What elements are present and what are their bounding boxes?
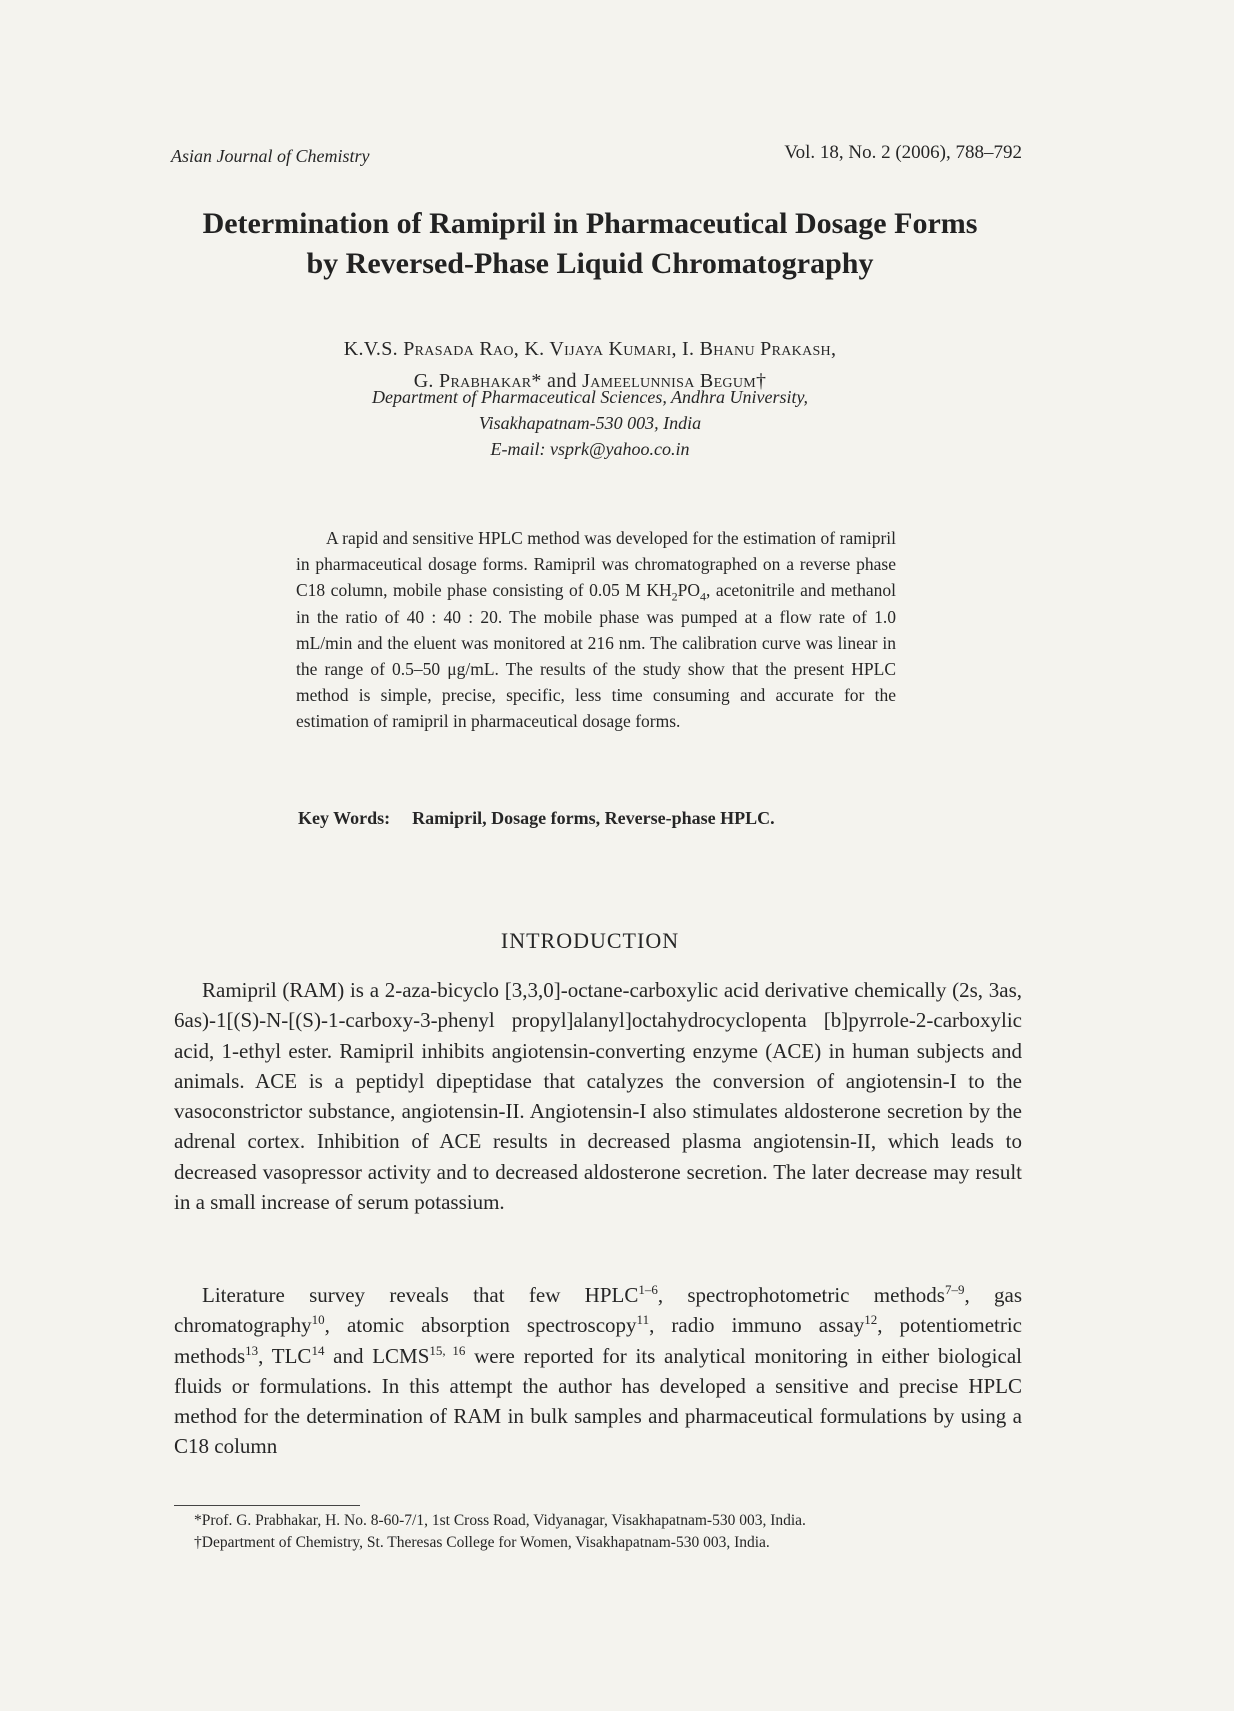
author-prabhakar: G. Prabhakar* — [413, 370, 542, 392]
section-heading-introduction: INTRODUCTION — [500, 928, 680, 953]
affiliation-line-2: Visakhapatnam-530 003, India — [478, 413, 702, 433]
abstract-part-2: PO — [677, 580, 700, 601]
keywords-text: Ramipril, Dosage forms, Reverse-phase HPLC. — [412, 808, 775, 828]
paper-title — [140, 204, 1040, 284]
footnote-1: *Prof. G. Prabhakar, H. No. 8-60-7/1, 1st Cross Road, Vidyanagar, Visakhapatnam-530 003, India. — [194, 1512, 806, 1529]
ref-sup: 11 — [636, 1312, 650, 1328]
p2-text-7: , TLC — [258, 1343, 312, 1368]
keywords — [298, 808, 775, 829]
ref-sup: 12 — [864, 1312, 878, 1328]
p2-text-6: , potentiometric methods — [174, 1313, 1022, 1368]
affiliation-line-1: Department of Pharmaceutical Sciences, Andhra University, — [371, 387, 809, 407]
p2-text-8: and LCMS — [324, 1343, 430, 1368]
volume-info: Vol. 18, No. 2 (2006), 788–792 — [784, 142, 1022, 163]
ref-sup: 14 — [311, 1342, 325, 1358]
author-begum: Jameelunnisa Begum† — [582, 370, 767, 392]
p2-text-4: , atomic absorption spectroscopy — [324, 1313, 637, 1338]
abstract-part-1: A rapid and sensitive HPLC method was developed for the estimation of ramipril in pharmaceutical dosage forms. Ramipril was chromatographed on a reverse phase C18 column, mobile phase consisting of 0.05 M KH — [296, 528, 896, 601]
p2-text-1: Literature survey reveals that few HPLC — [202, 1283, 639, 1307]
journal-name: Asian Journal of Chemistry — [171, 146, 370, 166]
ref-sup: 15, 16 — [429, 1342, 466, 1358]
abstract-sub-1: 2 — [671, 589, 678, 604]
footnote-divider — [174, 1505, 360, 1506]
authors-line-1: K.V.S. Prasada Rao, K. Vijaya Kumari, I. Bhanu Prakash, — [343, 338, 837, 360]
ref-sup: 10 — [311, 1312, 325, 1328]
ref-sup: 1–6 — [638, 1282, 658, 1297]
abstract — [296, 525, 896, 735]
abstract-sub-2: 4 — [699, 589, 706, 604]
title-line-2: by Reversed-Phase Liquid Chromatography — [306, 247, 874, 280]
affiliation — [190, 384, 990, 462]
intro-paragraph-2 — [174, 1280, 1022, 1462]
intro-paragraph-1: Ramipril (RAM) is a 2-aza-bicyclo [3,3,0]-octane-carboxylic acid derivative chemically (2s, 3as, 6as)-1[(S)-N-[(S)-1-carboxy-3-phenyl propyl]alanyl]octahydrocyclopenta [b]pyrrole-2-carboxylic acid, 1-ethyl ester. Ramipril inhibits angiotensin-converting enzyme (ACE) in human subjects and animals. ACE is a peptidyl dipeptidase that catalyzes the conversion of angiotensin-I to the vasoconstrictor substance, angiotensin-II. Angiotensin-I also stimulates aldosterone secretion by the adrenal cortex. Inhibition of ACE results in decreased plasma angiotensin-II, which leads to decreased vasopressor activity and to decreased aldosterone secretion. The later decrease may result in a small increase of serum potassium. — [174, 978, 1022, 1215]
p2-text-2: , spectrophotometric methods — [657, 1283, 945, 1307]
p2-text-3: , gas chromatography — [174, 1283, 1022, 1338]
author-conjunction: and — [547, 370, 577, 392]
p2-text-9: were reported for its analytical monitoring in either biological fluids or formulations. In this attempt the author has developed a sensitive and precise HPLC method for the determination of RAM in bulk samples and pharmaceutical formulations by using a C18 column — [174, 1343, 1022, 1459]
footnote-2: †Department of Chemistry, St. Theresas College for Women, Visakhapatnam-530 003, India. — [194, 1534, 770, 1551]
ref-sup: 7–9 — [944, 1282, 965, 1297]
p2-text-5: , radio immuno assay — [649, 1313, 865, 1338]
footnotes — [174, 1510, 1022, 1554]
abstract-part-3: , acetonitrile and methanol in the ratio of 40 : 40 : 20. The mobile phase was pumped at a flow rate of 1.0 mL/min and the eluent was monitored at 216 nm. The calibration curve was linear in the range of 0.5–50 μg/mL. The results of the study show that the present HPLC method is simple, precise, specific, less time consuming and accurate for the estimation of ramipril in pharmaceutical dosage forms. — [296, 580, 896, 732]
keywords-label: Key Words: — [298, 808, 391, 828]
affiliation-email: E-mail: vsprk@yahoo.co.in — [490, 439, 690, 459]
title-line-1: Determination of Ramipril in Pharmaceutical Dosage Forms — [202, 207, 978, 240]
ref-sup: 13 — [245, 1342, 259, 1358]
